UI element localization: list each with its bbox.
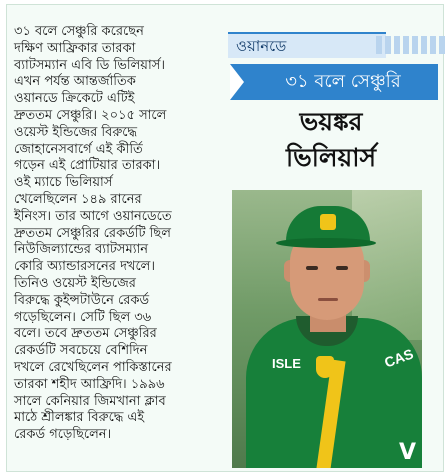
jersey-text-left: ISLE: [272, 356, 301, 371]
tag-stripes-decoration: [376, 36, 446, 54]
headline: [222, 104, 440, 176]
headline-line-1: ভয়ঙ্কর: [299, 107, 363, 136]
headline-line-2: ভিলিয়ার্স: [285, 143, 377, 172]
eye-right: [336, 266, 348, 270]
chevron-right-icon: [230, 64, 244, 100]
player-photo: [232, 190, 422, 468]
mouth: [318, 298, 338, 301]
highlight-banner: ৩১ বলে সেঞ্চুরি: [230, 64, 438, 100]
cap-badge-icon: [320, 214, 336, 230]
sidebar-panel: [222, 0, 440, 474]
jersey-text-right: CAS: [382, 345, 416, 371]
category-label: ওয়ানডে: [236, 37, 287, 55]
eye-left: [306, 266, 318, 270]
article-body: ৩১ বলে সেঞ্চুরি করেছেন দক্ষিণ আফ্রিকার তারকা ব্যাটসম্যান এবি ডি ভিলিয়ার্স। এখন পর্যন্ত আন্তর্জাতিক ওয়ানডে ক্রিকেটে এটিই দ্রুততম সেঞ্চুরি। ২০১৫ সালে ওয়েস্ট ইন্ডিজের বিরুদ্ধে জোহানেসবার্গে এই কীর্তি গড়েন এই প্রোটিয়ার তারকা। ওই ম্যাচে ভিলিয়ার্স খেলেছিলেন ১৪৯ রানের ইনিংস। তার আগে ওয়ানডেতে দ্রুততম সেঞ্চুরির রেকর্ডটি ছিল নিউজিল্যান্ডের ব্যাটসম্যান কোরি অ্যান্ডারসনের দখলে। তিনিও ওয়েস্ট ইন্ডিজের বিরুদ্ধে কুইন্সটাউনে রেকর্ড গড়েছিলেন। সেটি ছিল ৩৬ বলে। তবে দ্রুততম সেঞ্চুরির রেকর্ডটি সবচেয়ে বেশিদিন দখলে রেখেছিলেন পাকিস্তানের তারকা শহীদ আফ্রিদি। ১৯৯৬ সালে কেনিয়ার জিমখানা ক্লাব মাঠে শ্রীলঙ্কার বিরুদ্ধে এই রেকর্ড গড়েছিলেন।: [14, 24, 172, 443]
brand-logo: V: [398, 440, 416, 465]
category-tag: [228, 32, 386, 58]
jersey-crest-icon: [316, 356, 334, 378]
cap-brim: [276, 238, 376, 248]
